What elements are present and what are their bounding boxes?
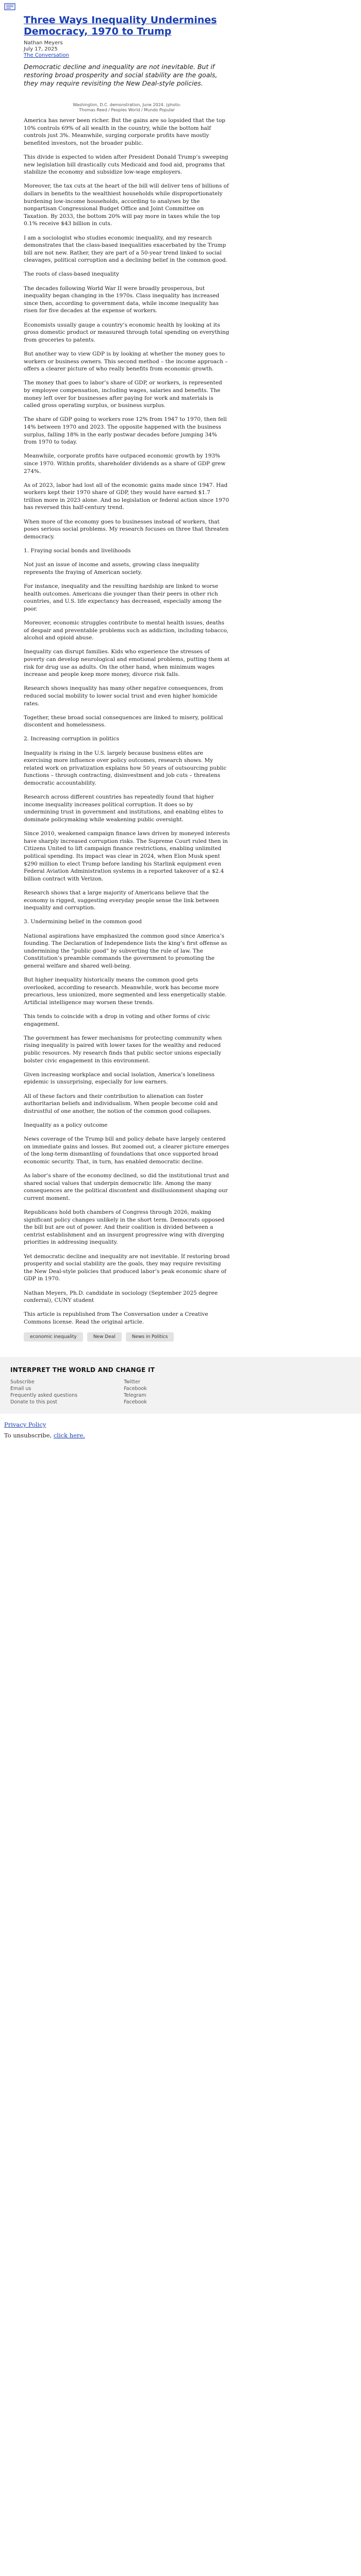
- tag-list: [24, 1332, 230, 1342]
- section-heading: Inequality as a policy outcome: [24, 1122, 108, 1128]
- paragraph: Inequality can disrupt families. Kids who experience the stresses of poverty can develop neurological and emotional problems, putting them at risk for drug use as adults. On the other hand, when minimum wages increase and people keep more money, divorce risk falls.: [24, 649, 230, 678]
- image-credit: Washington, D.C. demonstration, June 2024. (photo: Thomas Reed / Peoples World / Mundo Popular: [73, 103, 181, 112]
- paragraph: Research shows inequality has many other negative consequences, from reduced social mobility to lower social trust and even higher homicide rates.: [24, 685, 223, 707]
- footer-link-twitter[interactable]: Twitter: [124, 1379, 140, 1385]
- unsubscribe-link[interactable]: click here.: [53, 1432, 85, 1439]
- bottom-links: [0, 1414, 361, 1444]
- paragraph: As labor’s share of the economy declined, so did the institutional trust and shared social values that underpin democratic life. Among the many consequences are the political discontent and disillusionment shaping our current moment.: [24, 1173, 229, 1201]
- privacy-policy-link[interactable]: Privacy Policy: [4, 1421, 46, 1429]
- section-heading: The roots of class-based inequality: [24, 271, 119, 278]
- article-image: [24, 93, 230, 113]
- paragraph: Given increasing workplace and social isolation, America’s loneliness epidemic is unsurprising, especially for low earners.: [24, 1071, 215, 1086]
- footer-link-donate[interactable]: Donate to this post: [10, 1399, 57, 1405]
- footer-link-facebook[interactable]: Facebook: [124, 1386, 147, 1392]
- paragraph: Together, these broad social consequences are linked to misery, political discontent and homelessness.: [24, 714, 223, 728]
- paragraph: Moreover, economic struggles contribute to mental health issues, deaths of despair and preventable problems such as addiction, including tobacco, alcohol and opioid abuse.: [24, 619, 229, 641]
- footer-link-telegram[interactable]: Telegram: [124, 1393, 146, 1399]
- article-body: [24, 117, 230, 1326]
- paragraph: But higher inequality historically means the common good gets overlooked, according to research. Meanwhile, work has become more precarious, less unionized, more segmented and less energetically stable. Artificial intelligence may worsen these trends.: [24, 977, 227, 1006]
- footer-link-email[interactable]: Email us: [10, 1386, 31, 1392]
- paragraph: Inequality is rising in the U.S. largely because business elites are exercising more influence over policy outcomes, research shows. My related work on privatization explains how 50 years of outsourcing public functions – through contracting, disinvestment and job cuts – threatens democratic accountability.: [24, 750, 227, 787]
- paragraph: National aspirations have emphasized the common good since America’s founding. The Declaration of Independence lists the king’s first offense as undermining the “public good” by subverting the rule of law. The Constitution’s preamble commands the government to promoting the general welfare and shared well-being.: [24, 933, 227, 969]
- paragraph: But another way to view GDP is by looking at whether the money goes to workers or business owners. This second method – the income approach – offers a clearer picture of who really benefits from economic growth.: [24, 351, 228, 372]
- footer-column-left: [10, 1379, 77, 1405]
- header: [0, 0, 361, 11]
- paragraph: News coverage of the Trump bill and policy debate have largely centered on immediate gains and losses. But zoomed out, a clearer picture emerges of the long-term dismantling of foundations that once supported broad economic security. That, in turn, has enabled democratic decline.: [24, 1136, 229, 1165]
- article-lede: Democratic decline and inequality are not inevitable. But if restoring broad prosperity and social stability are the goals, they may require revisiting the New Deal-style policies.: [24, 63, 218, 87]
- paragraph: America has never been richer. But the gains are so lopsided that the top 10% controls 69% of all wealth in the country, while the bottom half controls just 3%. Meanwhile, surging corporate profits have mostly benefited investors, not the broader public.: [24, 117, 225, 146]
- section-heading: 3. Undermining belief in the common good: [24, 919, 142, 925]
- tag[interactable]: News in Politics: [126, 1332, 174, 1342]
- source-link[interactable]: The Conversation: [24, 53, 69, 58]
- section-heading: 2. Increasing corruption in politics: [24, 736, 119, 742]
- footer-link-subscribe[interactable]: Subscribe: [10, 1379, 35, 1385]
- paragraph: Economists usually gauge a country’s economic health by looking at its gross domestic product or measured through total spending on everything from groceries to patents.: [24, 321, 229, 343]
- paragraph: Yet democratic decline and inequality are not inevitable. If restoring broad prosperity and social stability are the goals, they may require revisiting the New Deal-style policies that produced labor’s peak economic share of GDP in 1970.: [24, 1253, 230, 1282]
- paragraph: Research across different countries has repeatedly found that higher income inequality increases political corruption. It does so by undermining trust in government and institutions, and enabling elites to dominate policymaking while weakening public oversight.: [24, 794, 223, 823]
- publish-date: July 17, 2025: [24, 46, 58, 52]
- footer-link-facebook-2[interactable]: Facebook: [124, 1399, 147, 1405]
- paragraph: All of these factors and their contribution to alienation can foster authoritarian beliefs and individualism. When people become cold and distrustful of one another, the notion of the common good collapses.: [24, 1093, 218, 1114]
- unsubscribe-text: To unsubscribe,: [4, 1432, 52, 1439]
- paragraph: When more of the economy goes to businesses instead of workers, that poses serious social problems. My research focuses on three that threaten democracy.: [24, 518, 229, 540]
- footer: [0, 1357, 361, 1414]
- section-heading: 1. Fraying social bonds and livelihoods: [24, 548, 131, 554]
- paragraph: Moreover, the tax cuts at the heart of the bill will deliver tens of billions of dollars in benefits to the wealthiest households while disproportionately burdening low-income households, according to analyses by the nonpartisan Congressional Budget Office and Joint Committee on Taxation. By 2033, the bottom 20% will pay more in taxes while the top 0.1% receive $43 billion in cuts.: [24, 183, 229, 227]
- footer-link-faq[interactable]: Frequently asked questions: [10, 1393, 78, 1399]
- tag[interactable]: New Deal: [87, 1332, 122, 1342]
- footer-heading: INTERPRET THE WORLD AND CHANGE IT: [10, 1366, 155, 1374]
- paragraph: The share of GDP going to workers rose 12% from 1947 to 1970, then fell 14% between 1970 and 2023. The opposite happened with the business surplus, falling 18% in the early postwar decades before jumping 34% from 1970 to today.: [24, 416, 227, 446]
- paragraph: The decades following World War II were broadly prosperous, but inequality began changing in the 1970s. Class inequality has increased since then, according to government data, while income inequality has risen for five decades at the expense of workers.: [24, 285, 220, 314]
- author: Nathan Meyers: [24, 40, 63, 46]
- newspaper-logo-icon[interactable]: [4, 3, 357, 10]
- paragraph: As of 2023, labor had lost all of the economic gains made since 1947. Had workers kept their 1970 share of GDP, they would have earned $1.7 trillion more in 2023 alone. And no legislation or federal action since 1970 has reversed this half-century trend.: [24, 482, 229, 511]
- paragraph: Since 2010, weakened campaign finance laws driven by moneyed interests have sharply increased corruption risks. The Supreme Court ruled then in Citizens United to lift campaign finance restrictions, enabling unlimited political spending. Its impact was clear in 2024, when Elon Musk spent $290 million to elect Trump before landing his Starlink equipment even Federal Aviation Administration systems in a reported takeover of a $2.4 billion contract with Verizon.: [24, 831, 230, 882]
- paragraph: The money that goes to labor’s share of GDP, or workers, is represented by employee compensation, including wages, salaries and benefits. The money left over for businesses after paying for work and materials is called gross operating surplus, or business surplus.: [24, 380, 222, 409]
- tag[interactable]: economic inequality: [24, 1332, 83, 1342]
- paragraph: For instance, inequality and the resulting hardship are linked to worse health outcomes. Americans die younger than their peers in other rich countries, and U.S. life expectancy has decreased, especially among the poor.: [24, 583, 222, 612]
- republish-note: This article is republished from The Conversation under a Creative Commons license. Read the original article.: [24, 1311, 208, 1325]
- paragraph: This tends to coincide with a drop in voting and other forms of civic engagement.: [24, 1013, 210, 1027]
- paragraph: Meanwhile, corporate profits have outpaced economic growth by 193% since 1970. Within profits, shareholder dividends as a share of GDP grew 274%.: [24, 453, 226, 474]
- paragraph: This divide is expected to widen after President Donald Trump’s sweeping new legislation bill drastically cuts Medicaid and food aid, programs that stabilize the economy and subsidize low-wage employers.: [24, 154, 228, 176]
- article: [24, 14, 230, 1342]
- author-bio: Nathan Meyers, Ph.D. candidate in sociology (September 2025 degree conferral), CUNY student: [24, 1290, 218, 1304]
- paragraph: Research shows that a large majority of Americans believe that the economy is rigged, suggesting everyday people sense the link between inequality and corruption.: [24, 889, 219, 911]
- paragraph: I am a sociologist who studies economic inequality, and my research demonstrates that the class-based inequalities exacerbated by the Trump bill are not new. Rather, they are part of a 50-year trend linked to social cleavages, political corruption and a declining belief in the common good.: [24, 234, 227, 264]
- paragraph: Not just an issue of income and assets, growing class inequality represents the fraying of American society.: [24, 562, 200, 575]
- paragraph: The government has fewer mechanisms for protecting community when rising inequality is paired with lower taxes for the wealthy and reduced public resources. My research finds that public sector unions especially bolster civic engagement in this environment.: [24, 1035, 222, 1064]
- article-meta: [24, 40, 230, 59]
- footer-column-right: [124, 1379, 147, 1405]
- image-placeholder-icon: [24, 99, 230, 100]
- article-title[interactable]: Three Ways Inequality Undermines Democracy, 1970 to Trump: [24, 14, 217, 37]
- paragraph: Republicans hold both chambers of Congress through 2026, making significant policy changes unlikely in the short term. Democrats opposed the bill but are out of power. And their coalition is divided between a centrist establishment and an insurgent progressive wing with diverging priorities in addressing inequality.: [24, 1209, 225, 1246]
